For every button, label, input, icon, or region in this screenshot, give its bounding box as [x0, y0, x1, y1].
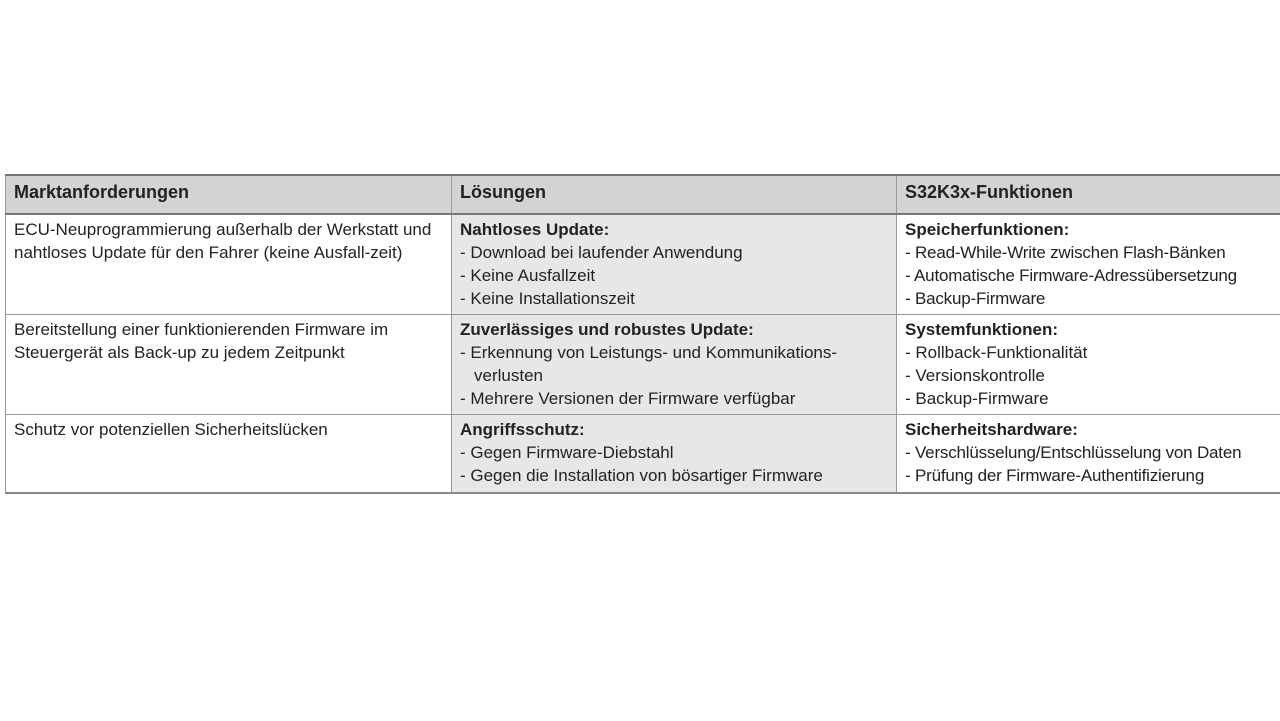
feature-cell — [897, 315, 1280, 415]
solution-cell — [452, 415, 897, 494]
solution-title: Nahtloses Update: — [460, 220, 610, 239]
feature-list — [905, 341, 1280, 410]
header-market-requirements: Marktanforderungen — [6, 175, 452, 214]
requirement-cell — [6, 214, 452, 315]
list-item: - Download bei laufender Anwendung — [460, 243, 743, 262]
table-header — [6, 175, 1280, 214]
solution-title: Angriffsschutz: — [460, 420, 585, 439]
list-item: - Versionskontrolle — [905, 366, 1045, 385]
feature-title: Speicherfunktionen: — [905, 220, 1070, 239]
requirement-cell — [6, 415, 452, 494]
feature-title: Sicherheitshardware: — [905, 420, 1078, 439]
requirement-text: Bereitstellung einer funktionierenden Firmware im Steuergerät als Back-up zu jedem Zeitpunkt — [14, 320, 389, 362]
list-item: - Backup-Firmware — [905, 289, 1046, 308]
list-item: - Keine Installationszeit — [460, 289, 635, 308]
header-row — [6, 175, 1280, 214]
list-item: - Erkennung von Leistungs- und Kommunikations-verlusten — [460, 343, 838, 385]
feature-title: Systemfunktionen: — [905, 320, 1059, 339]
header-s32k3x-functions: S32K3x-Funktionen — [897, 175, 1280, 214]
table-row — [6, 315, 1280, 415]
requirement-text: Schutz vor potenziellen Sicherheitslücken — [14, 420, 328, 439]
list-item: - Read-While-Write zwischen Flash-Bänken — [905, 243, 1226, 262]
list-item: - Rollback-Funktionalität — [905, 343, 1088, 362]
solution-list — [460, 441, 888, 487]
list-item: - Mehrere Versionen der Firmware verfügbar — [460, 389, 796, 408]
list-item: - Verschlüsselung/Entschlüsselung von Daten — [905, 443, 1242, 462]
feature-cell — [897, 214, 1280, 315]
list-item: - Prüfung der Firmware-Authentifizierung — [905, 466, 1205, 485]
list-item: - Automatische Firmware-Adressübersetzung — [905, 266, 1237, 285]
solution-cell — [452, 315, 897, 415]
list-item: - Gegen die Installation von bösartiger Firmware — [460, 466, 823, 485]
solution-cell — [452, 214, 897, 315]
feature-cell — [897, 415, 1280, 494]
solution-list — [460, 341, 888, 410]
solution-list — [460, 241, 888, 310]
list-item: - Backup-Firmware — [905, 389, 1049, 408]
table-row — [6, 415, 1280, 494]
table-row — [6, 214, 1280, 315]
list-item: - Gegen Firmware-Diebstahl — [460, 443, 674, 462]
requirement-cell — [6, 315, 452, 415]
solution-title: Zuverlässiges und robustes Update: — [460, 320, 754, 339]
feature-list — [905, 441, 1280, 487]
header-solutions: Lösungen — [452, 175, 897, 214]
requirements-table — [5, 174, 1280, 494]
feature-list — [905, 241, 1280, 310]
list-item: - Keine Ausfallzeit — [460, 266, 596, 285]
requirement-text: ECU-Neuprogrammierung außerhalb der Werkstatt und nahtloses Update für den Fahrer (keine Ausfall-zeit) — [14, 220, 432, 262]
